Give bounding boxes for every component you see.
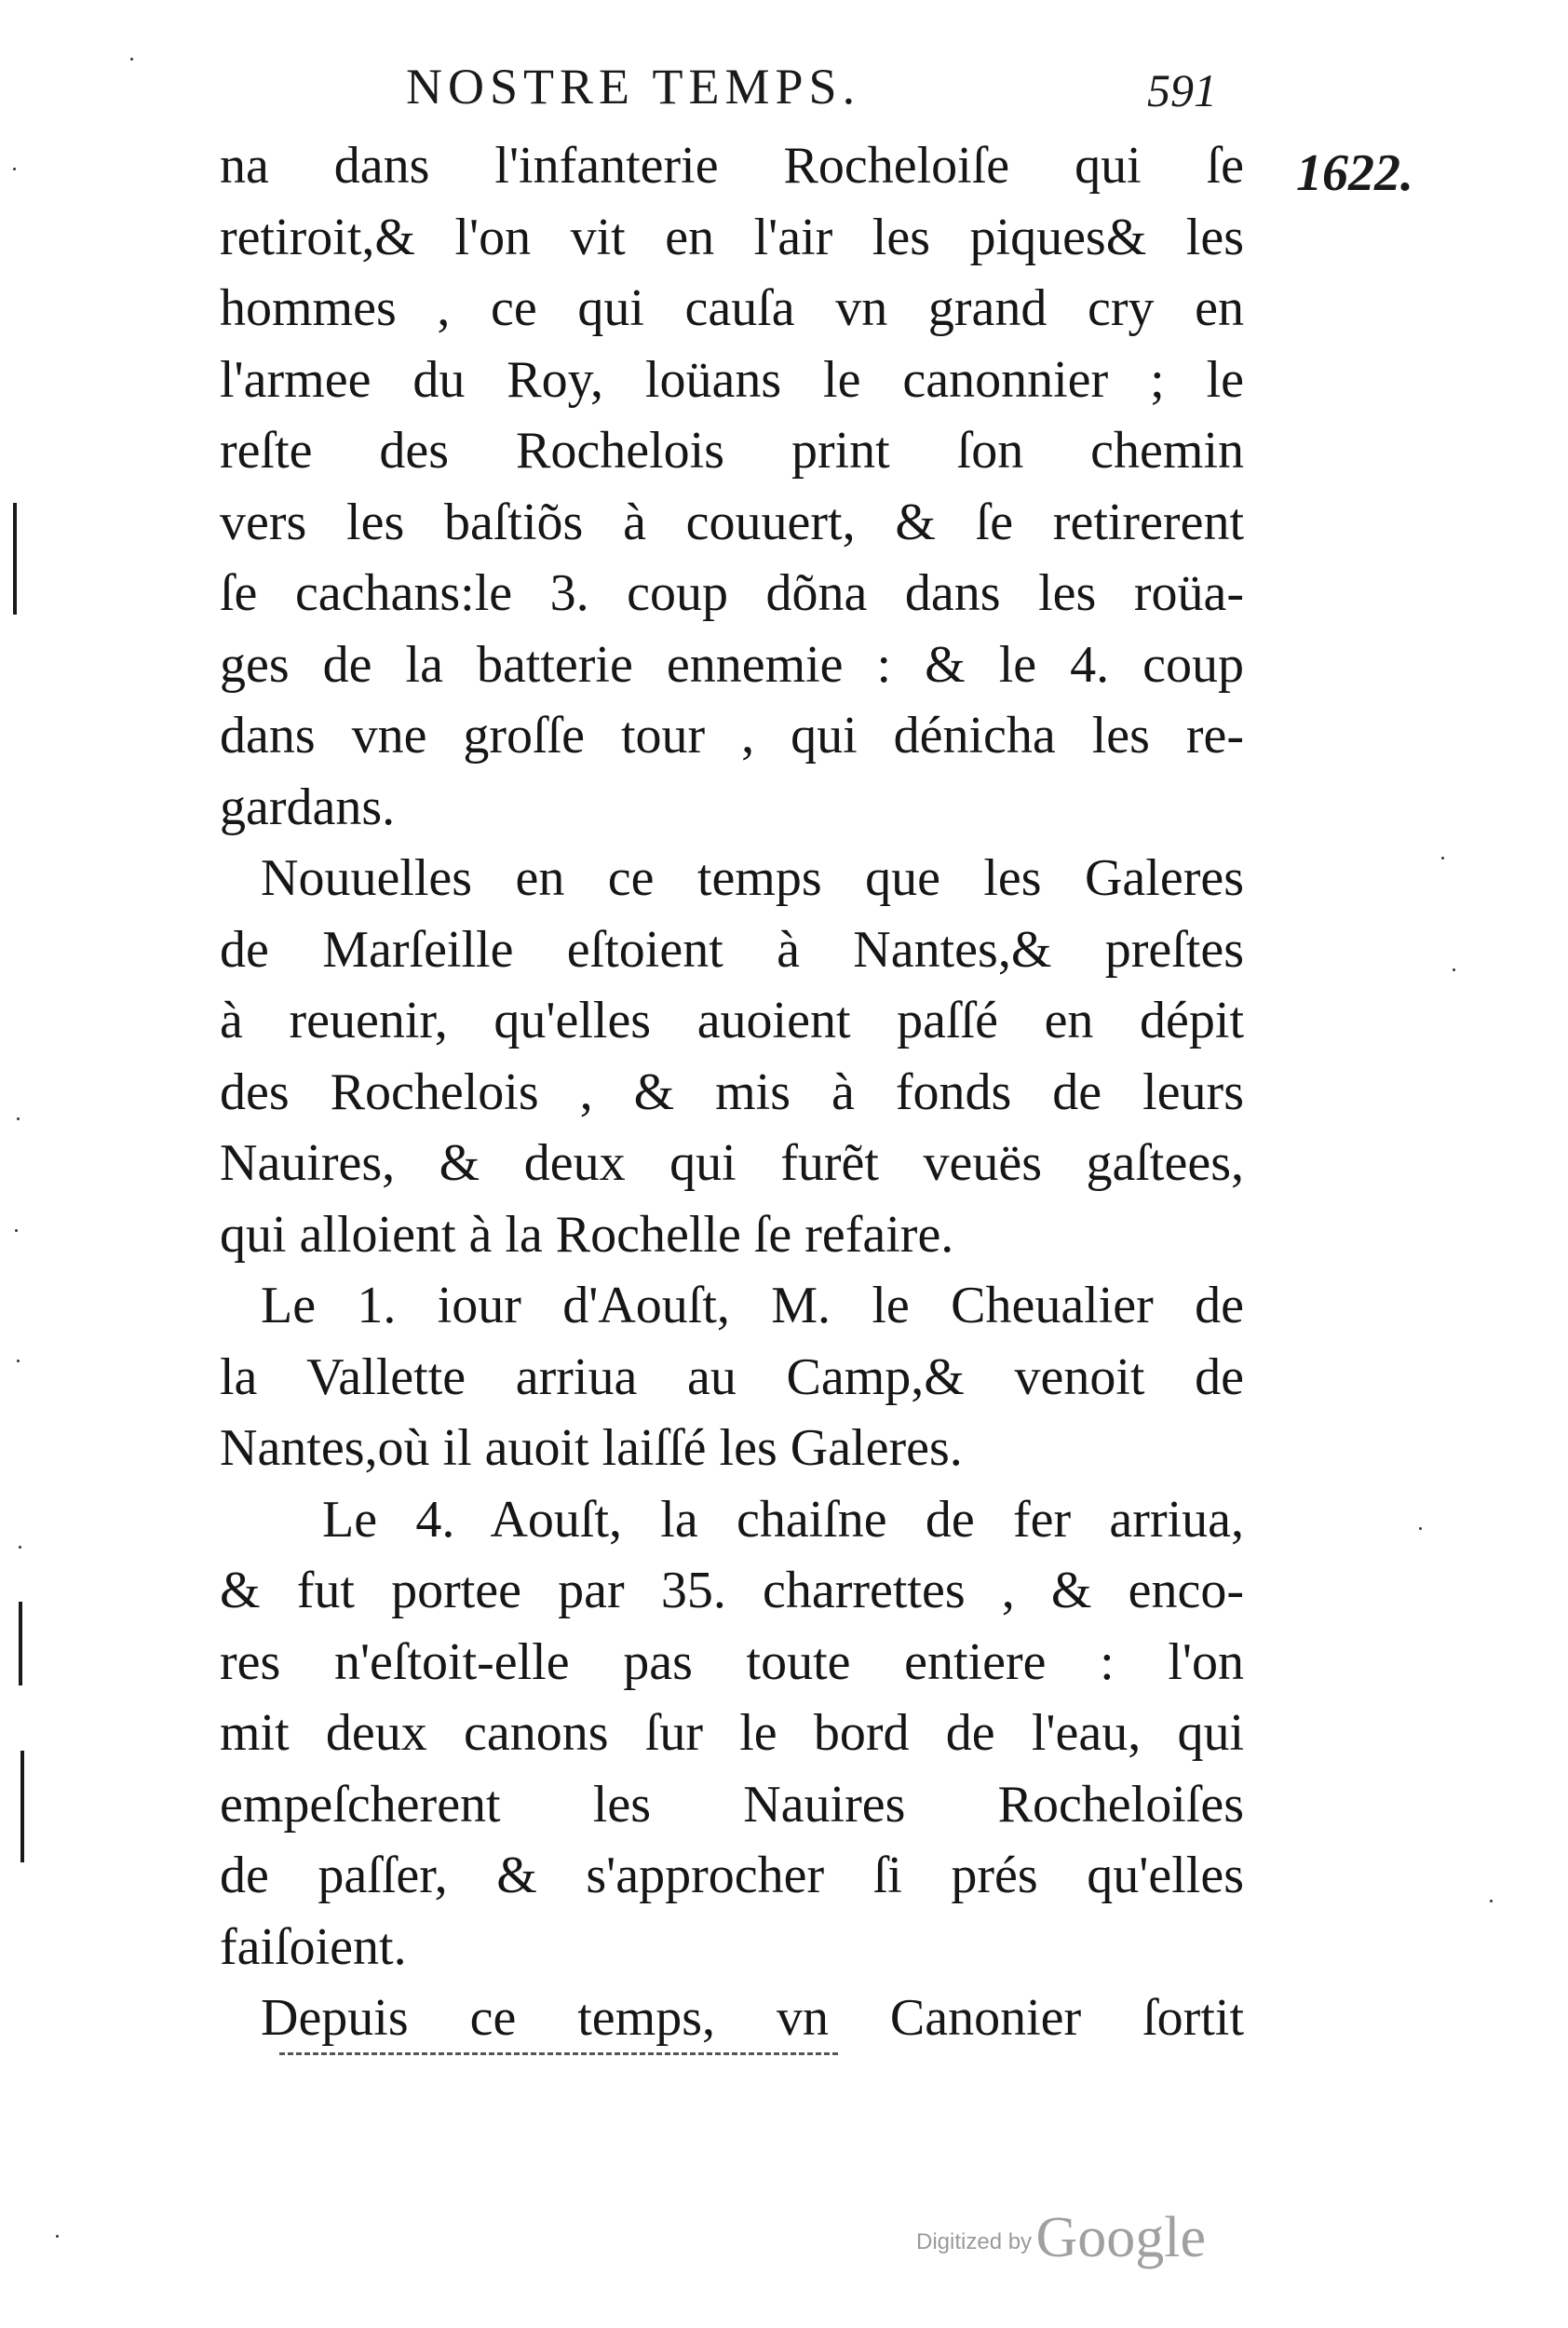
speck: [19, 1546, 21, 1549]
text-line: vers les baſtiõs à couuert, & ſe retirerent: [220, 493, 1244, 551]
digitized-by-google-watermark: [916, 2205, 1206, 2271]
speck: [1490, 1900, 1493, 1902]
speck: [130, 58, 133, 61]
text-line: qui alloient à la Rochelle ſe refaire.: [220, 1205, 954, 1264]
speck: [1441, 857, 1444, 859]
binding-mark: [13, 503, 17, 615]
text-line: Nantes,où il auoit laiſſé les Galeres.: [220, 1419, 963, 1477]
page-number: 591: [1147, 64, 1217, 116]
watermark-prefix: Digitized by: [916, 2229, 1033, 2254]
speck: [56, 2235, 59, 2238]
text-line: la Vallette arriua au Camp,& venoit de: [220, 1347, 1244, 1406]
bottom-dashed-rule: [279, 2052, 838, 2055]
text-line: l'armee du Roy, loüans le canonnier ; le: [220, 350, 1244, 409]
speck: [17, 1360, 20, 1362]
google-logo: Google: [1035, 2206, 1207, 2269]
text-line: de paſſer, & s'approcher ſi prés qu'elles: [220, 1847, 1244, 1904]
text-line: mit deux canons ſur le bord de l'eau, qui: [220, 1704, 1244, 1762]
text-line: ges de la batterie ennemie : & le 4. coup: [220, 635, 1244, 694]
text-line: empeſcherent les Nauires Rocheloiſes: [220, 1775, 1244, 1834]
paragraph-start-line: Nouuelles en ce temps que les Galeres: [261, 849, 1244, 907]
text-line: reſte des Rochelois print ſon chemin: [220, 422, 1244, 480]
margin-year-note: 1622.: [1296, 144, 1413, 202]
speck: [13, 168, 16, 170]
text-line: Nauires, & deux qui furẽt veuës gaſtees,: [220, 1134, 1244, 1192]
binding-mark: [20, 1751, 24, 1862]
text-line: faiſoient.: [220, 1917, 407, 1976]
speck: [1453, 968, 1455, 971]
paragraph-start-line: Le 4. Aouſt, la chaiſne de fer arriua,: [322, 1490, 1244, 1549]
speck: [1419, 1527, 1422, 1530]
text-line: à reuenir, qu'elles auoient paſſé en dépit: [220, 992, 1244, 1049]
paragraph-start-line: Depuis ce temps, vn Canonier ſortit: [261, 1989, 1244, 2047]
text-line: des Rochelois , & mis à fonds de leurs: [220, 1062, 1244, 1121]
text-line: retiroit,& l'on vit en l'air les piques& les: [220, 208, 1244, 266]
binding-mark: [19, 1602, 22, 1685]
body-text: [220, 130, 1244, 2054]
text-line: & fut portee par 35. charrettes , & enco-: [220, 1562, 1244, 1619]
text-line: dans vne groſſe tour , qui dénicha les re-: [220, 707, 1244, 765]
text-line: ſe cachans:le 3. coup dõna dans les roüa-: [220, 564, 1244, 622]
text-line: hommes , ce qui cauſa vn grand cry en: [220, 279, 1244, 337]
text-line: res n'eſtoit-elle pas toute entiere : l'on: [220, 1632, 1244, 1691]
speck: [15, 1229, 18, 1232]
running-head: NOSTRE TEMPS.: [406, 59, 861, 115]
text-line: de Marſeille eſtoient à Nantes,& preſtes: [220, 920, 1244, 979]
paragraph-start-line: Le 1. iour d'Aouſt, M. le Cheualier de: [261, 1277, 1244, 1334]
text-line: gardans.: [220, 778, 396, 836]
speck: [17, 1117, 20, 1120]
text-line: na dans l'infanterie Rocheloiſe qui ſe: [220, 137, 1244, 195]
